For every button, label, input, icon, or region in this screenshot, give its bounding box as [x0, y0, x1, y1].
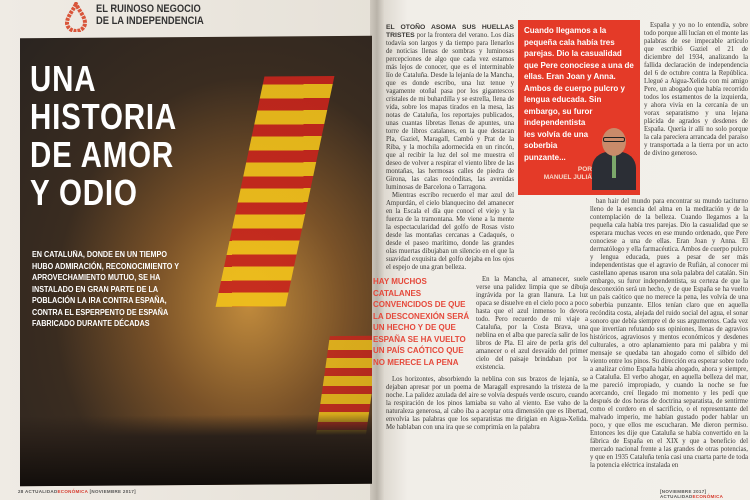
byline-author: MANUEL JULIÁ: [543, 174, 592, 181]
author-glasses: [603, 137, 625, 142]
article-text: Mientras escribo recuerdo el mar azul del Ampurdán, el cielo blanquecino del amanecer en la Escala el día que conocí el viejo y la fuerza de la tramontana. Me viene a la mente la espectacularidad del golfo de Rosas visto desde las montañas cercanas a Cadaqués, o desde el paseo marítimo, donde las grandes olas muertas dibujaban un silencio en el que la suavidad exquisita del golfo dejaba en los ojos el espejo de una gran belleza.: [386, 192, 514, 271]
section-title-line2: DE LA INDEPENDENCIA: [96, 15, 204, 27]
quote-text: Cuando llegamos a la pequeña cala había tres parejas. Dio la casualidad que Pere conociese a una de ellas. Eran Joan y Anna. Ambos de cuerpo pulcro y lengua educada. Sin embargo, su furor independentista les volvía de una soberbia punzante...: [524, 26, 634, 162]
crowd-silhouette: [20, 414, 372, 486]
footer-brand-accent: ECONÓMICA: [57, 489, 89, 494]
footer-left: [18, 489, 136, 494]
section-title: [96, 3, 204, 27]
footer-date: [NOVIEMBRE 2017]: [660, 489, 707, 494]
article-column-2b: [386, 376, 588, 432]
article-text: por la frontera del verano. Los días todavía son largos y da tiempo para llenarlos de noticias llenas de sombras y luminosas percepciones de algo que cada vez estamos más lejos de conocer, que es el interminable lío de Cataluña. Desde la lejanía de la Mancha, que es donde escribo, una luz tenue y vagamente otoñal pasa por los gigantescos cristales de mi buhardilla y se estrella, llena de vida, sobre los mapas tirados en la mesa, las notas de Cataluña, los reportajes publicados, unas cuantas libretas llenas de apuntes, una torre de libros catalanes, en la que destacan Pla, Gaziel, Maragall, Cambó y Prat de la Riba, y la mochila adormecida en un rincón, que al recibir la luz del sol me muestra el deseo de volver a respirar el viento libre de las montañas, las hermosas calles de piedra de Girona, las calas recónditas, las avenidas luminosas de Barcelona o Tarragona.: [386, 32, 514, 191]
footer-brand-accent: ECONÓMICA: [692, 494, 724, 499]
estelada-flag: [216, 76, 335, 307]
pull-quote: HAY MUCHOS CATALANES CONVENCIDOS DE QUE LA DESCONEXIÓN SERÁ UN HECHO Y DE QUE ESPAÑA SE HA VUELTO UN PAÍS CAÓTICO QUE NO MERECE LA PENA: [373, 277, 470, 367]
drop-rope-logo-icon: [62, 2, 90, 32]
footer-date: [NOVIEMBRE 2017]: [89, 489, 136, 494]
footer-brand: ACTUALIDAD: [25, 489, 58, 494]
page-number: 28: [18, 489, 24, 494]
article-text: ban hair del mundo para encontrar su mundo taciturno lleno de la esencia del alma en la meditación y de la contemplación de la belleza. Cuando llegamos a la pequeña cala había tres parejas. Dio la casualidad que se esperara muchas veces en ese mundo ordenado, que Pere conociese a una de ellas. Eran Joan y Anna. El dermatólogo y ella farmacéutica. Ambos de cuerpo pulcro y lengua educada, pues a pesar de ser más independentistas que el agravio de Rufián, al conocer mi castellano apenas usaron una sola palabra del catalán. Sin embargo, su furor independentista, su certeza de que la desconexión será un hecho, y de que España se ha vuelto un país caótico que no merece la pena, les volvía de una soberbia punzante. Ellos tenían claro que en aquella recóndita costa, alejada del ruido social del agua, el sonar sonoro que debía siempre el de sus argumentos. Cada vez que invertían refutando sus opiniones, llenas de agravios históricos, agraviosos y mentos económicos y desdenes culturales, a otro aplanamiento para mi palabra y mi mensaje se quedaba tan ahogado como el silbido del viento entre los pinos. Su dirección era esperar sobre todo a analizar cómo España había ahogado, ahora y siempre, a Cataluña. El verbo ahogar, en aquella belleza del mar, me pareció impropiado, y cuando la noche se fue acercando, creí llegado mi momento y les pedí que después de dos horas de doctrina separatista, de sentirme como el cordero en el sacrificio, o el representante del malvado imperio, me habían gustado poder hablar un poco, y que ellos me escucharan. Me dieron permiso. Entonces les dije que Cataluña se había convertido en la fábrica de España en el XIX y que a beneficio del mercado nacional frente a las grandes de otras potencias, y que en 1935 Cataluña tenía casi una cuarta parte de toda la potencia eléctrica instalada en: [590, 198, 748, 469]
headline-line: Y ODIO: [30, 172, 138, 213]
magazine-spine: [370, 0, 384, 500]
article-column-2: [476, 276, 588, 372]
article-text: España y yo no lo entendía, sobre todo porque allí lucían en el monte las palabras de ese impecable artículo que escribió Gaziel el 21 de diciembre del 1934, analizando la fallida declaración de independencia del 6 de octubre contra la República. Llegué a Aigua-Xelida con mi amigo Pere, un abogado que había recorrido todos los estamentos de la izquierda, y ahora vivía en la cercanía de un vorax separatismo y una lejana plácida de agrados y desdenes de España. Quería ir allí no solo porque la cala pareciera arrancada del paraíso y transportada a la tierra por un acto de divino generoso.: [644, 22, 749, 157]
article-column-1: [386, 24, 514, 272]
quote-box: [518, 20, 640, 195]
headline-line: HISTORIA: [30, 96, 178, 137]
section-title-line1: EL RUINOSO NEGOCIO: [96, 3, 201, 15]
author-photo: [592, 128, 636, 190]
byline-por: POR: [577, 166, 592, 173]
footer-brand: ACTUALIDAD: [660, 494, 693, 499]
pull-quote-row: [373, 276, 588, 372]
footer-right: [660, 489, 750, 499]
author-head: [602, 128, 626, 156]
article-text: En la Mancha, al amanecer, suele verse una palidez limpia que se dibuja ingrávida por la gran llanura. La luz opaca se disuelve en el cielo poco a poco hasta que el azul inmenso lo devora todo. Pero recuerdo de mi viaje a Cataluña, por la Costa Brava, una neblina en el alba que parecía salir de los libros de Pla. El aire de perla gris del amanecer o el azul desvaído del primer cielo del paisaje brindaban por la existencia.: [476, 276, 588, 371]
article-text: Los horizontes, absorbiendo la neblina con sus brazos de lejanía, se dejaban apresar por un poema de Maragall expresando la tristeza de la noche. La palidez azulada del aire se volvía después verde oscuro, cuando la respiración de los pinos lamiaba su vaho al viento. Ese vaho de la naturaleza generosa, al cabo iba a aceptar otra dimensión que es libertad, envolvía las palabras que los separatistas me dirigían en Aigua-Xelida. Me hablaban con una ira que se comprimía en la palabra: [386, 376, 588, 431]
article-subhead: EL OTOÑO ASOMA SUS HUELLAS TRISTES: [386, 24, 514, 39]
headline-line: DE AMOR: [30, 134, 175, 175]
article-intro: EN CATALUÑA, DONDE EN UN TIEMPO HUBO ADMIRACIÓN, RECONOCIMIENTO Y APROVECHAMIENTO MUTUO, SE HA INSTALADO EN GRAN PARTE DE LA POBLACIÓN LA IRA CONTRA ESPAÑA, CONTRA EL ESPERPENTO DE ESPAÑA FABRICADO DURANTE DÉCADAS: [32, 250, 179, 328]
article-headline: [30, 60, 177, 212]
article-column-4: [590, 198, 748, 470]
article-column-3: [644, 22, 748, 158]
headline-line: UNA: [30, 58, 97, 99]
author-tie: [612, 154, 616, 178]
